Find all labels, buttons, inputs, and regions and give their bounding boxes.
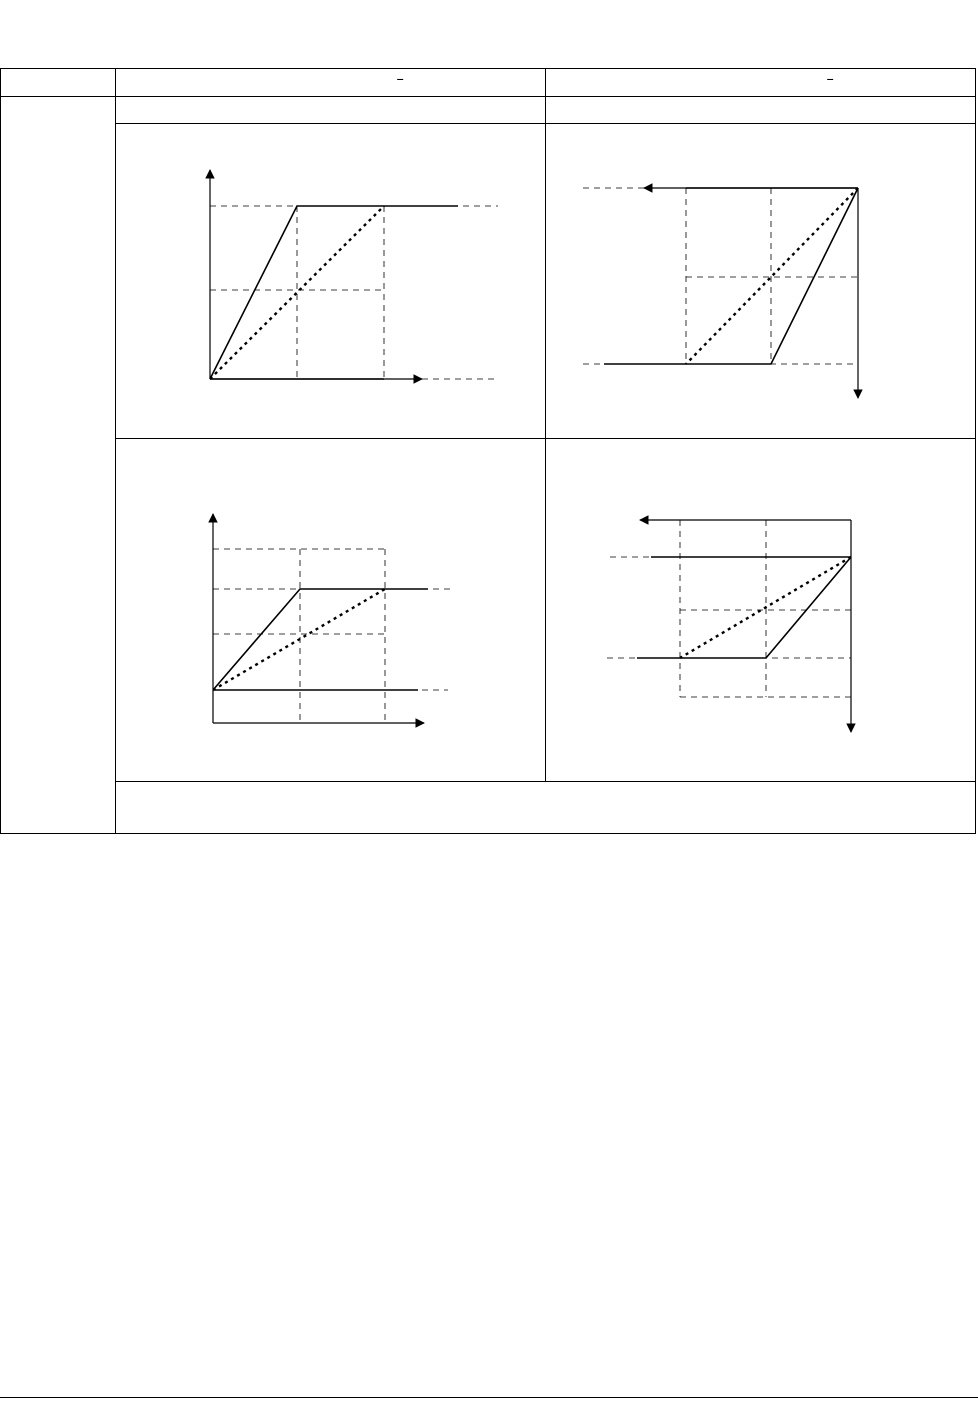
dotted-diagonal — [680, 557, 851, 658]
solid-curve — [210, 206, 458, 379]
solid-curve — [637, 557, 851, 658]
page-footer-rule — [0, 1397, 978, 1398]
dashed-guides — [213, 549, 454, 723]
dotted-diagonal — [686, 188, 858, 364]
solid-curve — [604, 188, 858, 364]
diagram-bottom-right — [607, 520, 851, 732]
header-mark-left: ‾ — [398, 77, 403, 92]
header-mark-right: ‾ — [828, 77, 833, 92]
dotted-diagonal — [213, 589, 385, 690]
diagram-top-left — [210, 170, 498, 379]
diagram-bottom-left — [213, 514, 454, 723]
solid-curve — [213, 589, 428, 690]
dashed-guides — [583, 188, 858, 364]
dashed-guides — [607, 520, 851, 697]
diagram-top-right — [583, 188, 858, 398]
